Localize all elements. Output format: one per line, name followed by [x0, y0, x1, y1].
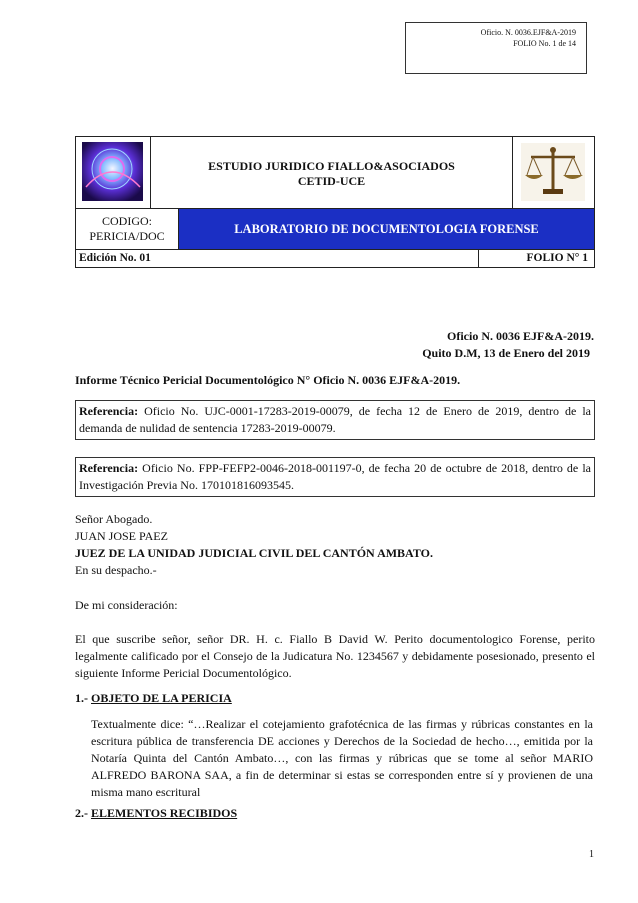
- report-title: Informe Técnico Pericial Documentológico N° Oficio N. 0036 EJF&A-2019.: [75, 373, 461, 387]
- firm-title: [151, 159, 512, 189]
- date-line: Quito D.M, 13 de Enero del 2019: [422, 346, 590, 360]
- edition-label: Edición No. 01: [79, 252, 151, 264]
- page-number: 1: [589, 849, 594, 860]
- addressee-closing: En su despacho.-: [75, 563, 157, 577]
- letterhead-table: [75, 136, 595, 268]
- reference-oficio: Oficio. N. 0036.EJF&A-2019: [480, 28, 576, 37]
- oficio-line: Oficio N. 0036 EJF&A-2019.: [447, 329, 594, 343]
- intro-paragraph: El que suscribe señor, señor DR. H. c. Fiallo B David W. Perito documentologico Forense, perito legalmente calificado por el Consejo de la Judicatura No. 1234567 y debidamente posesionado, presento el siguiente Informe Pericial Documentológico.: [75, 632, 595, 680]
- reference-text: Oficio No. FPP-FEFP2-0046-2018-001197-0, de fecha 20 de octubre de 2018, dentro de la Investigación Previa No. 170101816093545.: [79, 461, 591, 492]
- section-title: OBJETO DE LA PERICIA: [91, 691, 232, 705]
- firm-name: ESTUDIO JURIDICO FIALLO&ASOCIADOS: [208, 159, 455, 173]
- reference-label: Referencia:: [79, 404, 139, 418]
- scales-of-justice-icon: [512, 137, 594, 208]
- section-number: 2.-: [75, 806, 88, 820]
- greeting: De mi consideración:: [75, 598, 178, 612]
- section-number: 1.-: [75, 691, 88, 705]
- addressee-name: JUAN JOSE PAEZ: [75, 529, 168, 543]
- section-title: ELEMENTOS RECIBIDOS: [91, 806, 238, 820]
- document-reference-box: [405, 22, 587, 74]
- section-1-heading: [75, 690, 232, 707]
- reference-text: Oficio No. UJC-0001-17283-2019-00079, de fecha 12 de Enero de 2019, dentro de la demanda de nulidad de sentencia 17283-2019-00079.: [79, 404, 591, 435]
- reference-label: Referencia:: [79, 461, 139, 475]
- laboratory-banner: LABORATORIO DE DOCUMENTOLOGIA FORENSE: [179, 209, 594, 249]
- firm-subtitle: CETID-UCE: [297, 174, 366, 188]
- addressee-salutation: Señor Abogado.: [75, 512, 153, 526]
- section-1-text: Textualmente dice: “…Realizar el cotejamiento grafotécnica de las firmas y rúbricas constantes en la escritura pública de transferencia DE acciones y Derechos de la Sociedad de hecho…, emitida por la Notaría Quinta del Cantón Ambato…, con las firmas y rúbricas que se tome al señor MARIO ALFREDO BARONA SAA, a fin de determinar si estas se corresponden entre sí y provienen de una misma mano escritural: [91, 717, 593, 799]
- code-value: PERICIA/DOC: [89, 229, 165, 243]
- addressee-title: JUEZ DE LA UNIDAD JUDICIAL CIVIL DEL CANTÓN AMBATO.: [75, 546, 433, 560]
- code-label: CODIGO:: [102, 214, 152, 228]
- reference-folio: FOLIO No. 1 de 14: [513, 39, 576, 48]
- section-2-heading: [75, 805, 237, 822]
- cosmic-logo: [76, 137, 151, 208]
- reference-box-1: [75, 400, 595, 440]
- code-cell: [76, 209, 179, 249]
- folio-label: FOLIO N° 1: [478, 250, 594, 267]
- addressee-block: [75, 511, 433, 579]
- reference-box-2: [75, 457, 595, 497]
